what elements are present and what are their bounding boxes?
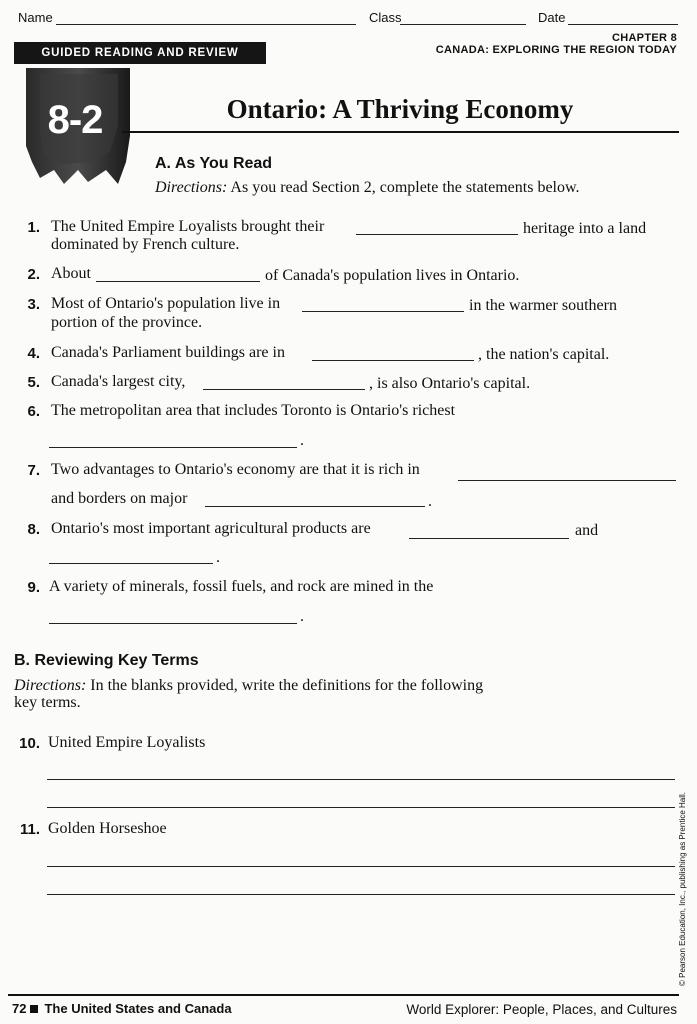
chapter-number: CHAPTER 8 — [611, 32, 677, 44]
chapter-heading — [436, 32, 677, 56]
question-end: . — [216, 549, 220, 566]
question-text: in the warmer southern — [469, 297, 617, 314]
question-text: and — [575, 522, 599, 539]
directions-label: Directions: — [155, 179, 228, 196]
answer-blank[interactable] — [356, 234, 518, 235]
book-title: World Explorer: People, Places, and Cultures — [406, 1002, 677, 1017]
term-number: 10. — [19, 735, 40, 752]
section-b-directions — [14, 677, 534, 695]
question-text: portion of the province. — [51, 314, 203, 331]
question-number: 9. — [27, 579, 40, 596]
section-b-heading: B. Reviewing Key Terms — [14, 652, 199, 669]
answer-blank[interactable] — [49, 563, 213, 564]
question-text: dominated by French culture. — [51, 236, 240, 253]
question-number: 4. — [27, 345, 40, 362]
answer-blank[interactable] — [205, 506, 425, 507]
question-text: , the nation's capital. — [478, 346, 610, 363]
question-text: Canada's Parliament buildings are in — [51, 344, 285, 361]
date-field[interactable] — [568, 24, 678, 25]
date-label: Date — [538, 10, 566, 25]
class-label: Class — [369, 10, 402, 25]
footer-left — [12, 1001, 232, 1016]
class-field[interactable] — [400, 24, 526, 25]
definition-blank[interactable] — [47, 779, 675, 780]
definition-blank[interactable] — [47, 807, 675, 808]
key-term: United Empire Loyalists — [48, 734, 206, 751]
definition-blank[interactable] — [47, 894, 675, 895]
page-title: Ontario: A Thriving Economy — [226, 94, 574, 124]
directions-text: As you read Section 2, complete the statements below. — [230, 179, 580, 196]
question-number: 6. — [27, 403, 40, 420]
answer-blank[interactable] — [96, 281, 260, 282]
section-b-directions-cont: key terms. — [14, 694, 81, 711]
question-number: 5. — [27, 374, 40, 391]
question-text: Canada's largest city, — [51, 373, 186, 390]
question-text: The United Empire Loyalists brought their — [51, 218, 325, 235]
question-text: About — [51, 265, 91, 282]
question-number: 8. — [27, 521, 40, 538]
answer-blank[interactable] — [49, 623, 297, 624]
copyright-text: © Pearson Education, Inc., publishing as Prentice Hall. — [678, 792, 687, 986]
directions-text: In the blanks provided, write the definitions for the following — [90, 677, 484, 694]
question-end: . — [300, 432, 304, 449]
name-field[interactable] — [56, 24, 356, 25]
directions-label: Directions: — [14, 677, 87, 694]
question-text: A variety of minerals, fossil fuels, and rock are mined in the — [49, 578, 434, 595]
section-a-heading: A. As You Read — [155, 155, 273, 172]
answer-blank[interactable] — [203, 389, 365, 390]
question-text: of Canada's population lives in Ontario. — [265, 267, 520, 284]
page-number: 72 — [12, 1001, 27, 1016]
question-text: and borders on major — [51, 490, 188, 507]
question-text: heritage into a land — [523, 220, 647, 237]
answer-blank[interactable] — [302, 311, 464, 312]
answer-blank[interactable] — [458, 480, 676, 481]
copyright-notice — [676, 786, 690, 986]
question-text: Ontario's most important agricultural products are — [51, 520, 371, 537]
question-number: 2. — [27, 266, 40, 283]
square-bullet-icon — [30, 1005, 38, 1013]
term-number: 11. — [19, 821, 40, 838]
question-text: Two advantages to Ontario's economy are that it is rich in — [51, 461, 420, 478]
section-a-directions — [155, 179, 580, 197]
question-number: 7. — [27, 462, 40, 479]
question-end: . — [428, 493, 432, 510]
question-text: Most of Ontario's population live in — [51, 295, 281, 312]
answer-blank[interactable] — [49, 447, 297, 448]
question-text: , is also Ontario's capital. — [369, 375, 531, 392]
footer-rule — [8, 994, 679, 996]
chapter-title: CANADA: EXPLORING THE REGION TODAY — [435, 44, 677, 56]
key-term: Golden Horseshoe — [48, 820, 167, 837]
title-rule — [122, 131, 679, 133]
book-section: The United States and Canada — [44, 1001, 232, 1016]
question-number: 3. — [27, 296, 40, 313]
name-label: Name — [18, 10, 53, 25]
definition-blank[interactable] — [47, 866, 675, 867]
answer-blank[interactable] — [409, 538, 569, 539]
section-number: 8-2 — [47, 98, 103, 142]
answer-blank[interactable] — [312, 360, 474, 361]
question-number: 1. — [27, 219, 40, 236]
question-end: . — [300, 608, 304, 625]
question-text: The metropolitan area that includes Toronto is Ontario's richest — [51, 402, 456, 419]
guided-reading-label: GUIDED READING AND REVIEW — [14, 42, 266, 64]
